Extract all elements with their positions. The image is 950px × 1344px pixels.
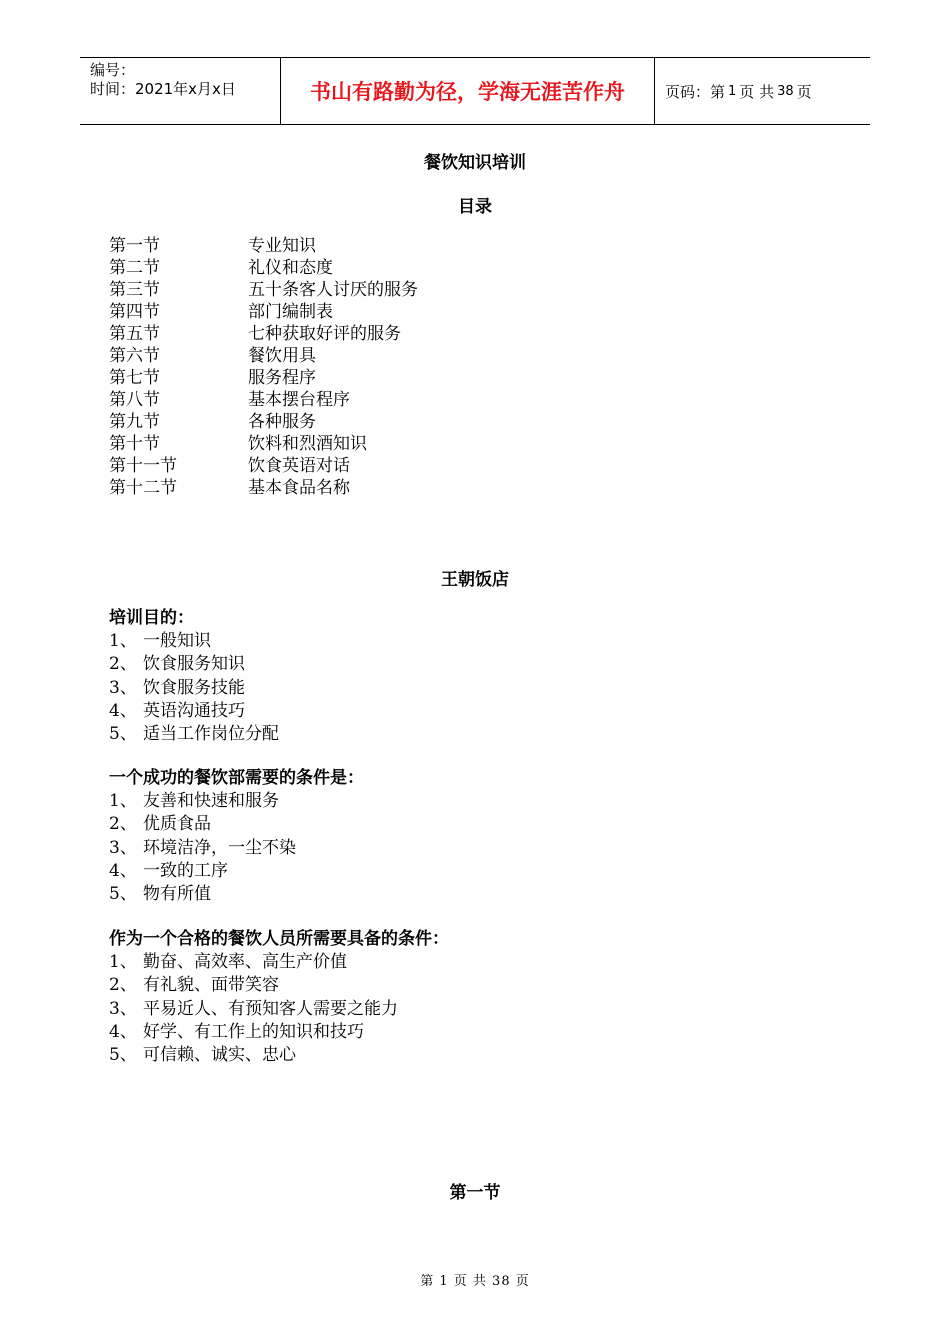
page-number: 1: [728, 83, 737, 99]
list-item: [109, 951, 449, 974]
page-suffix: 页: [796, 82, 812, 101]
conditions-title: 一个成功的餐饮部需要的条件是：: [109, 768, 364, 788]
toc-section: 第九节: [109, 412, 160, 432]
item-number: 4、: [109, 860, 137, 881]
toc-section: 第二节: [109, 258, 160, 278]
toc-row: [109, 433, 418, 455]
toc-section: 第六节: [109, 346, 160, 366]
toc-row: [109, 367, 418, 389]
list-item: [109, 653, 279, 676]
header-motto: 书山有路勤为径，学海无涯苦作舟: [281, 58, 655, 124]
item-text: 平易近人、有预知客人需要之能力: [143, 998, 398, 1019]
page-prefix: 页码：第: [665, 82, 726, 101]
toc-title-text: 餐饮用具: [248, 346, 316, 366]
item-number: 5、: [109, 724, 137, 745]
table-of-contents: [109, 235, 418, 499]
toc-section: 第五节: [109, 324, 160, 344]
toc-section: 第十一节: [109, 456, 177, 476]
conditions-block: [109, 767, 364, 906]
toc-row: [109, 235, 418, 257]
toc-row: [109, 411, 418, 433]
toc-row: [109, 477, 418, 499]
qualifications-title: 作为一个合格的餐饮人员所需要具备的条件：: [109, 929, 449, 949]
item-text: 一致的工序: [143, 860, 228, 881]
list-item: [109, 677, 279, 700]
toc-title-text: 饮料和烈酒知识: [248, 434, 367, 454]
toc-section: 第十节: [109, 434, 160, 454]
page-total: 38: [777, 83, 794, 99]
item-number: 3、: [109, 837, 137, 858]
section-one-title: 第一节: [449, 1183, 501, 1203]
time-label: 时间：2021年x月x日: [90, 80, 236, 98]
item-text: 友善和快速和服务: [143, 791, 279, 812]
list-item: [109, 837, 364, 860]
toc-title-text: 专业知识: [248, 236, 316, 256]
list-item: [109, 998, 449, 1021]
toc-row: [109, 301, 418, 323]
page-mid: 页 共: [739, 82, 775, 101]
item-text: 有礼貌、面带笑容: [143, 975, 279, 996]
list-item: [109, 723, 279, 746]
item-text: 英语沟通技巧: [143, 700, 245, 721]
item-number: 2、: [109, 814, 137, 835]
toc-row: [109, 345, 418, 367]
page-footer: 第 1 页 共 38 页: [420, 1274, 530, 1289]
header-page-info: [655, 58, 870, 124]
item-text: 饮食服务知识: [143, 654, 245, 675]
item-number: 5、: [109, 884, 137, 905]
toc-title-text: 基本摆台程序: [248, 390, 350, 410]
toc-title: 目录: [458, 197, 492, 217]
toc-title-text: 礼仪和态度: [248, 258, 333, 278]
goals-title: 培训目的：: [109, 608, 194, 628]
toc-section: 第七节: [109, 368, 160, 388]
hotel-name: 王朝饭店: [441, 570, 509, 590]
list-item: [109, 700, 279, 723]
item-number: 4、: [109, 700, 137, 721]
doc-title: 餐饮知识培训: [424, 153, 526, 173]
goals-block: [109, 607, 279, 746]
toc-row: [109, 389, 418, 411]
toc-section: 第十二节: [109, 478, 177, 498]
toc-section: 第三节: [109, 280, 160, 300]
item-text: 可信赖、诚实、忠心: [143, 1045, 296, 1066]
toc-title-text: 基本食品名称: [248, 478, 350, 498]
toc-title-text: 五十条客人讨厌的服务: [248, 280, 418, 300]
list-item: [109, 1044, 449, 1067]
item-text: 物有所值: [143, 884, 211, 905]
toc-title-text: 各种服务: [248, 412, 316, 432]
toc-section: 第四节: [109, 302, 160, 322]
item-number: 3、: [109, 677, 137, 698]
page-header: [80, 57, 870, 125]
item-number: 2、: [109, 654, 137, 675]
list-item: [109, 813, 364, 836]
toc-title-text: 饮食英语对话: [248, 456, 350, 476]
header-meta: [80, 58, 281, 124]
toc-section: 第一节: [109, 236, 160, 256]
code-label: 编号：: [90, 61, 136, 79]
toc-title-text: 部门编制表: [248, 302, 333, 322]
toc-section: 第八节: [109, 390, 160, 410]
item-text: 一般知识: [143, 631, 211, 652]
item-text: 优质食品: [143, 814, 211, 835]
item-text: 适当工作岗位分配: [143, 724, 279, 745]
toc-row: [109, 257, 418, 279]
item-number: 4、: [109, 1021, 137, 1042]
item-text: 好学、有工作上的知识和技巧: [143, 1021, 364, 1042]
toc-title-text: 服务程序: [248, 368, 316, 388]
list-item: [109, 1021, 449, 1044]
item-number: 1、: [109, 791, 137, 812]
item-text: 勤奋、高效率、高生产价值: [143, 952, 347, 973]
toc-row: [109, 323, 418, 345]
list-item: [109, 860, 364, 883]
list-item: [109, 883, 364, 906]
qualifications-block: [109, 928, 449, 1067]
item-number: 3、: [109, 998, 137, 1019]
item-text: 环境洁净，一尘不染: [143, 837, 296, 858]
item-number: 5、: [109, 1045, 137, 1066]
item-number: 1、: [109, 631, 137, 652]
toc-row: [109, 455, 418, 477]
item-text: 饮食服务技能: [143, 677, 245, 698]
list-item: [109, 630, 279, 653]
list-item: [109, 974, 449, 997]
toc-row: [109, 279, 418, 301]
item-number: 2、: [109, 975, 137, 996]
list-item: [109, 790, 364, 813]
item-number: 1、: [109, 952, 137, 973]
toc-title-text: 七种获取好评的服务: [248, 324, 401, 344]
